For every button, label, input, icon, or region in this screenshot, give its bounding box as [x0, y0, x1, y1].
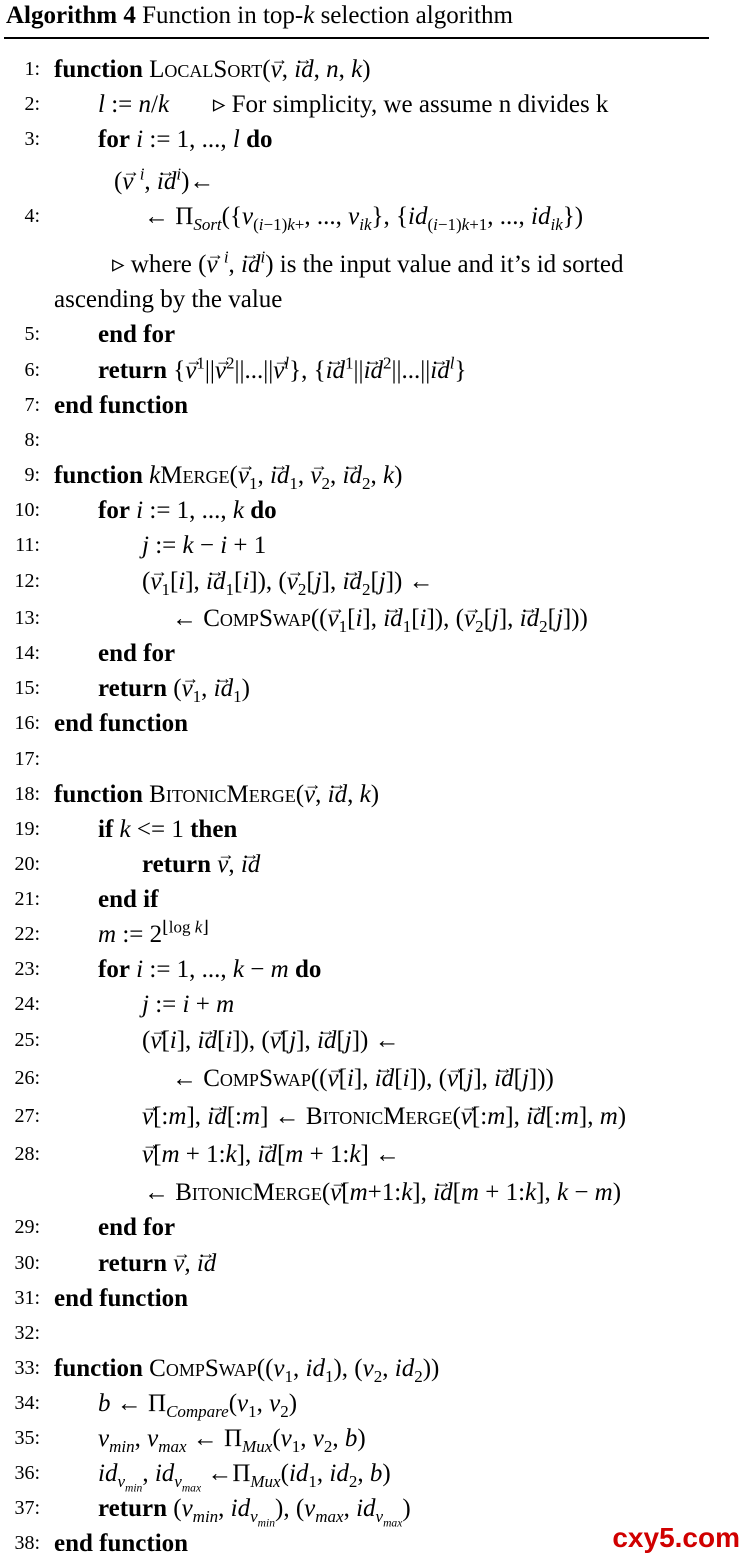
line-code: (→ v $^i$, → $id^i)\leftarrow$: [114, 164, 214, 199]
caption-label: Algorithm 4: [6, 2, 136, 29]
line-code: ← CompSwap((→ v[i], → id[i]), (→ v[j], → id[j])): [172, 1061, 554, 1096]
line-code: end for: [98, 1214, 176, 1241]
line-code: return → v, → id: [142, 847, 260, 882]
line-code: b ← $\Pi_{Compare}(v_1$, $v_2$): [98, 1390, 298, 1421]
line-code: for i := 1, ..., k − m do: [98, 956, 322, 983]
line-number: 10:: [14, 499, 40, 521]
line-number: 24:: [14, 993, 40, 1015]
line-code: ▹ where (→ v $^i$, → $id^i$) is the input value and it’s id sorted: [112, 247, 624, 282]
line-code: function $CompSwap((v_1$, $id_1$), ($v_2$, $id_2$)): [54, 1355, 440, 1386]
line-number: 34:: [14, 1392, 40, 1414]
line-number: 29:: [14, 1216, 40, 1238]
line-code: j := i + m: [142, 991, 235, 1018]
line-number: 21:: [14, 888, 40, 910]
line-number: 32:: [14, 1322, 40, 1344]
caption-rule: [4, 37, 709, 39]
line-code: j := k − i + 1: [142, 532, 267, 559]
line-code: for i := 1, ..., k do: [98, 497, 277, 524]
line-number: 19:: [14, 818, 40, 840]
line-number: 16:: [14, 712, 40, 734]
line-code: return (→ $v_1$, → $id_1$): [98, 671, 250, 706]
line-number: 13:: [14, 607, 40, 629]
line-number: 22:: [14, 923, 40, 945]
line-number: 33:: [14, 1357, 40, 1379]
line-code: → v[m + 1:k], → id[m + 1:k] ←: [142, 1137, 400, 1172]
line-number: 38:: [14, 1532, 40, 1554]
line-code: end function: [54, 710, 189, 737]
line-number: 8:: [24, 429, 40, 451]
line-code: ← CompSwap((→ $v_1[i]$, → $id_1[i]$), (→ $v_2[j]$, → $id_2[j]$)): [172, 601, 588, 636]
line-code: end function: [54, 392, 189, 419]
line-code: function BitonicMerge(→ v, → id, k): [54, 777, 379, 812]
line-code: m := $2^{⌊log k⌋}$: [98, 917, 209, 948]
line-code: end if: [98, 886, 159, 913]
line-code: (→ $v_1[i]$, → $id_1[i]$), (→ $v_2[j]$, → $id_2[j]$) ←: [142, 564, 434, 599]
line-code: function kMerge(→ $v_1$, → $id_1$, → $v_2$, → $id_2$, k): [54, 458, 402, 493]
line-number: 17:: [14, 748, 40, 770]
line-number: 7:: [24, 394, 40, 416]
line-code: l := n/k ▹ For simplicity, we assume n divides k: [98, 91, 609, 118]
line-code: end function: [54, 1285, 189, 1312]
line-number: 3:: [24, 128, 40, 150]
line-code: return → v, → id: [98, 1246, 216, 1281]
line-number: 14:: [14, 642, 40, 664]
line-number: 11:: [15, 534, 40, 556]
line-number: 12:: [14, 570, 40, 592]
line-code: ← $\Pi_{Sort}(\{v_{(i-1)k+}$, ..., $v_{ik}$}, {$id_{(i-1)k+1}$, ..., $id_{ik}$}): [144, 203, 584, 234]
line-number: 31:: [14, 1287, 40, 1309]
line-code: if k <= 1 then: [98, 816, 238, 843]
line-code: → v[:m], → id[:m] ← BitonicMerge(→ v[:m], → id[:m], m): [142, 1099, 626, 1134]
line-number: 5:: [24, 323, 40, 345]
line-number: 37:: [14, 1497, 40, 1519]
line-number: 15:: [14, 677, 40, 699]
watermark: cxy5.com: [612, 1522, 740, 1553]
line-number: 36:: [14, 1462, 40, 1484]
line-number: 1:: [24, 58, 40, 80]
caption-text: Function in top-k selection algorithm: [142, 2, 513, 29]
line-number: 6:: [24, 359, 40, 381]
line-number: 23:: [14, 958, 40, 980]
algorithm-caption: [6, 0, 513, 38]
line-number: 20:: [14, 853, 40, 875]
line-number: 25:: [14, 1029, 40, 1051]
line-code: function LocalSort(→ v, → id, n, k): [54, 52, 371, 87]
line-code: end function: [54, 1530, 189, 1557]
line-code: (→ v[i], → id[i]), (→ v[j], → id[j]) ←: [142, 1023, 400, 1058]
line-number: 4:: [24, 205, 40, 227]
line-code: $id_{v_{min}}$, $id_{v_{max}}$ $\leftarrow\Pi_{Mux}(id_1$, $id_2$, b): [98, 1460, 391, 1495]
line-code: end for: [98, 640, 176, 667]
line-code: for i := 1, ..., l do: [98, 126, 273, 153]
line-code: ← BitonicMerge(→ v[m+1:k], → id[m + 1:k], k − m): [144, 1175, 621, 1210]
line-code: return {→ $v^1||\to v^2||...||\to v^l$}, {→ $id^1||\to id^2||...||\to id^l$}: [98, 353, 466, 388]
line-number: 27:: [14, 1105, 40, 1127]
line-number: 2:: [24, 93, 40, 115]
line-number: 18:: [14, 783, 40, 805]
line-code: $v_{min}$, $v_{max}$ ← $\Pi_{Mux}(v_1$, $v_2$, b): [98, 1425, 366, 1456]
line-number: 26:: [14, 1067, 40, 1089]
line-code: ascending by the value: [54, 286, 283, 313]
line-number: 30:: [14, 1252, 40, 1274]
line-number: 9:: [24, 464, 40, 486]
line-number: 28:: [14, 1143, 40, 1165]
line-number: 35:: [14, 1427, 40, 1449]
line-code: return ($v_{min}$, $id_{v_{min}}$), ($v_{max}$, $id_{v_{max}}$): [98, 1495, 411, 1530]
line-code: end for: [98, 321, 176, 348]
